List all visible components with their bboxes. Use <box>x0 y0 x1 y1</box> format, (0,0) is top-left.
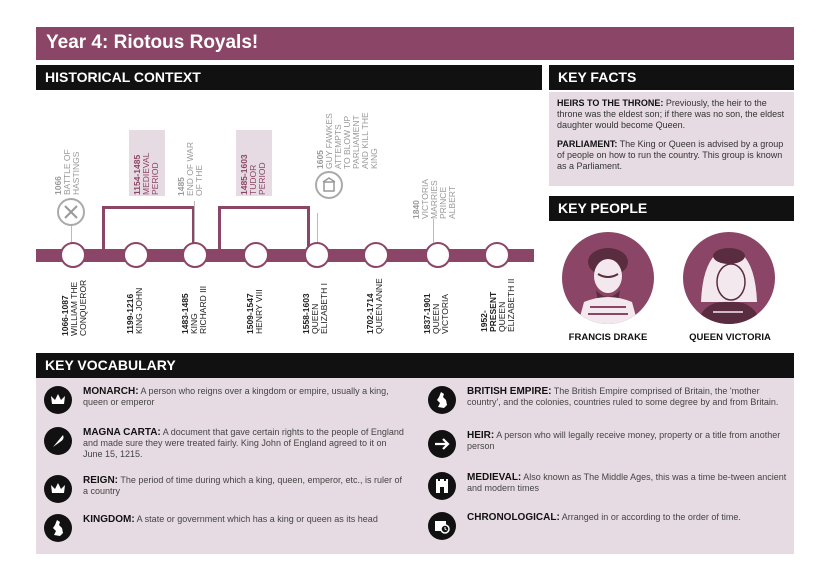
monarch-richard-iii: 1483-1485 KING RICHARD III <box>180 285 208 334</box>
crossed-swords-icon <box>57 198 85 226</box>
medieval-bracket <box>102 206 195 250</box>
timeline-node <box>60 242 86 268</box>
castle-tower-icon <box>428 472 456 500</box>
vocab-chronological: CHRONOLOGICAL: Arranged in or according to the order of time. <box>428 512 788 540</box>
vocab-reign: REIGN: The period of time during which a king, queen, emperor, etc., is ruler of a country <box>44 475 404 503</box>
monarch-queen-anne: 1702-1714 QUEEN ANNE <box>365 278 384 334</box>
event-guy-fawkes: 1605 GUY FAWKES ATTEMPTS TO BLOW UP PARLIAMENT AND KILL THE KING <box>315 112 379 169</box>
vocab-heir: HEIR: A person who will legally receive money, property or a title from another person <box>428 430 788 458</box>
key-facts-header: KEY FACTS <box>549 65 794 90</box>
event-medieval-period: 1154-1485 MEDIEVAL PERIOD <box>132 152 160 195</box>
monarch-william: 1066-1087 WILLIAM THE CONQUEROR <box>60 279 88 336</box>
fact-parliament: PARLIAMENT: The King or Queen is advised by a group of people on how to run the country. This group is known as a Parliament. <box>557 139 784 171</box>
arrow-right-icon <box>428 430 456 458</box>
monarch-henry-viii: 1509-1547 HENRY VIII <box>245 289 264 334</box>
timeline-bar <box>36 249 534 262</box>
monarch-elizabeth-i: 1558-1603 QUEEN ELIZABETH I <box>301 282 329 334</box>
queen-victoria-portrait <box>683 232 775 324</box>
vocab-british-empire: BRITISH EMPIRE: The British Empire comprised of Britain, the 'mother country', and the colonies, countries ruled to some degree by and from Britain. <box>428 386 788 414</box>
key-facts-panel <box>549 92 794 186</box>
monarch-victoria: 1837-1901 QUEEN VICTORIA <box>422 293 450 334</box>
timeline-node <box>243 242 269 268</box>
tudor-bracket <box>218 206 310 250</box>
timeline-node <box>182 242 208 268</box>
vocab-medieval: MEDIEVAL: Also known as The Middle Ages, this was a time be-tween ancient and modern times <box>428 472 788 500</box>
queen-victoria-label: QUEEN VICTORIA <box>689 332 771 343</box>
calendar-clock-icon <box>428 512 456 540</box>
event-tudor-period: 1485-1603 TUDOR PERIOD <box>239 154 267 195</box>
monarch-elizabeth-ii: 1952- PRESENT QUEEN ELIZABETH II <box>479 278 516 332</box>
timeline <box>36 93 542 348</box>
timeline-node <box>363 242 389 268</box>
crown-icon <box>44 475 72 503</box>
timeline-node <box>304 242 330 268</box>
event-victoria-marries: 1840 VICTORIA MARRIES PRINCE ALBERT <box>411 179 457 219</box>
vocab-magna-carta: MAGNA CARTA: A document that gave certain rights to the people of England and made sure they were treated fairly. King John of England agreed to it on June 15, 1215. <box>44 427 404 460</box>
monarch-king-john: 1199-1216 KING JOHN <box>125 287 144 334</box>
uk-map-icon <box>428 386 456 414</box>
event-end-of-war: 1485 END OF WAR OF THE <box>176 142 204 196</box>
timeline-node <box>123 242 149 268</box>
francis-drake-label: FRANCIS DRAKE <box>568 332 648 343</box>
vocab-monarch: MONARCH: A person who reigns over a kingdom or empire, usually a king, queen or emperor <box>44 386 404 414</box>
parliament-icon <box>315 171 343 199</box>
page-title: Year 4: Riotous Royals! <box>36 27 794 60</box>
fact-heirs: HEIRS TO THE THRONE: Previously, the heir to the throne was the eldest son; if there was no son, the eldest daughter would become Queen. <box>557 98 785 130</box>
timeline-node <box>425 242 451 268</box>
key-people-header: KEY PEOPLE <box>549 196 794 221</box>
uk-map-icon <box>44 514 72 542</box>
timeline-node <box>484 242 510 268</box>
crown-icon <box>44 386 72 414</box>
vocab-kingdom: KINGDOM: A state or government which has a king or queen as its head <box>44 514 404 542</box>
key-vocabulary-header: KEY VOCABULARY <box>36 353 794 378</box>
historical-context-header: HISTORICAL CONTEXT <box>36 65 542 90</box>
event-battle-of-hastings: 1066 BATTLE OF HASTINGS <box>53 149 81 195</box>
quill-icon <box>44 427 72 455</box>
francis-drake-portrait <box>562 232 654 324</box>
